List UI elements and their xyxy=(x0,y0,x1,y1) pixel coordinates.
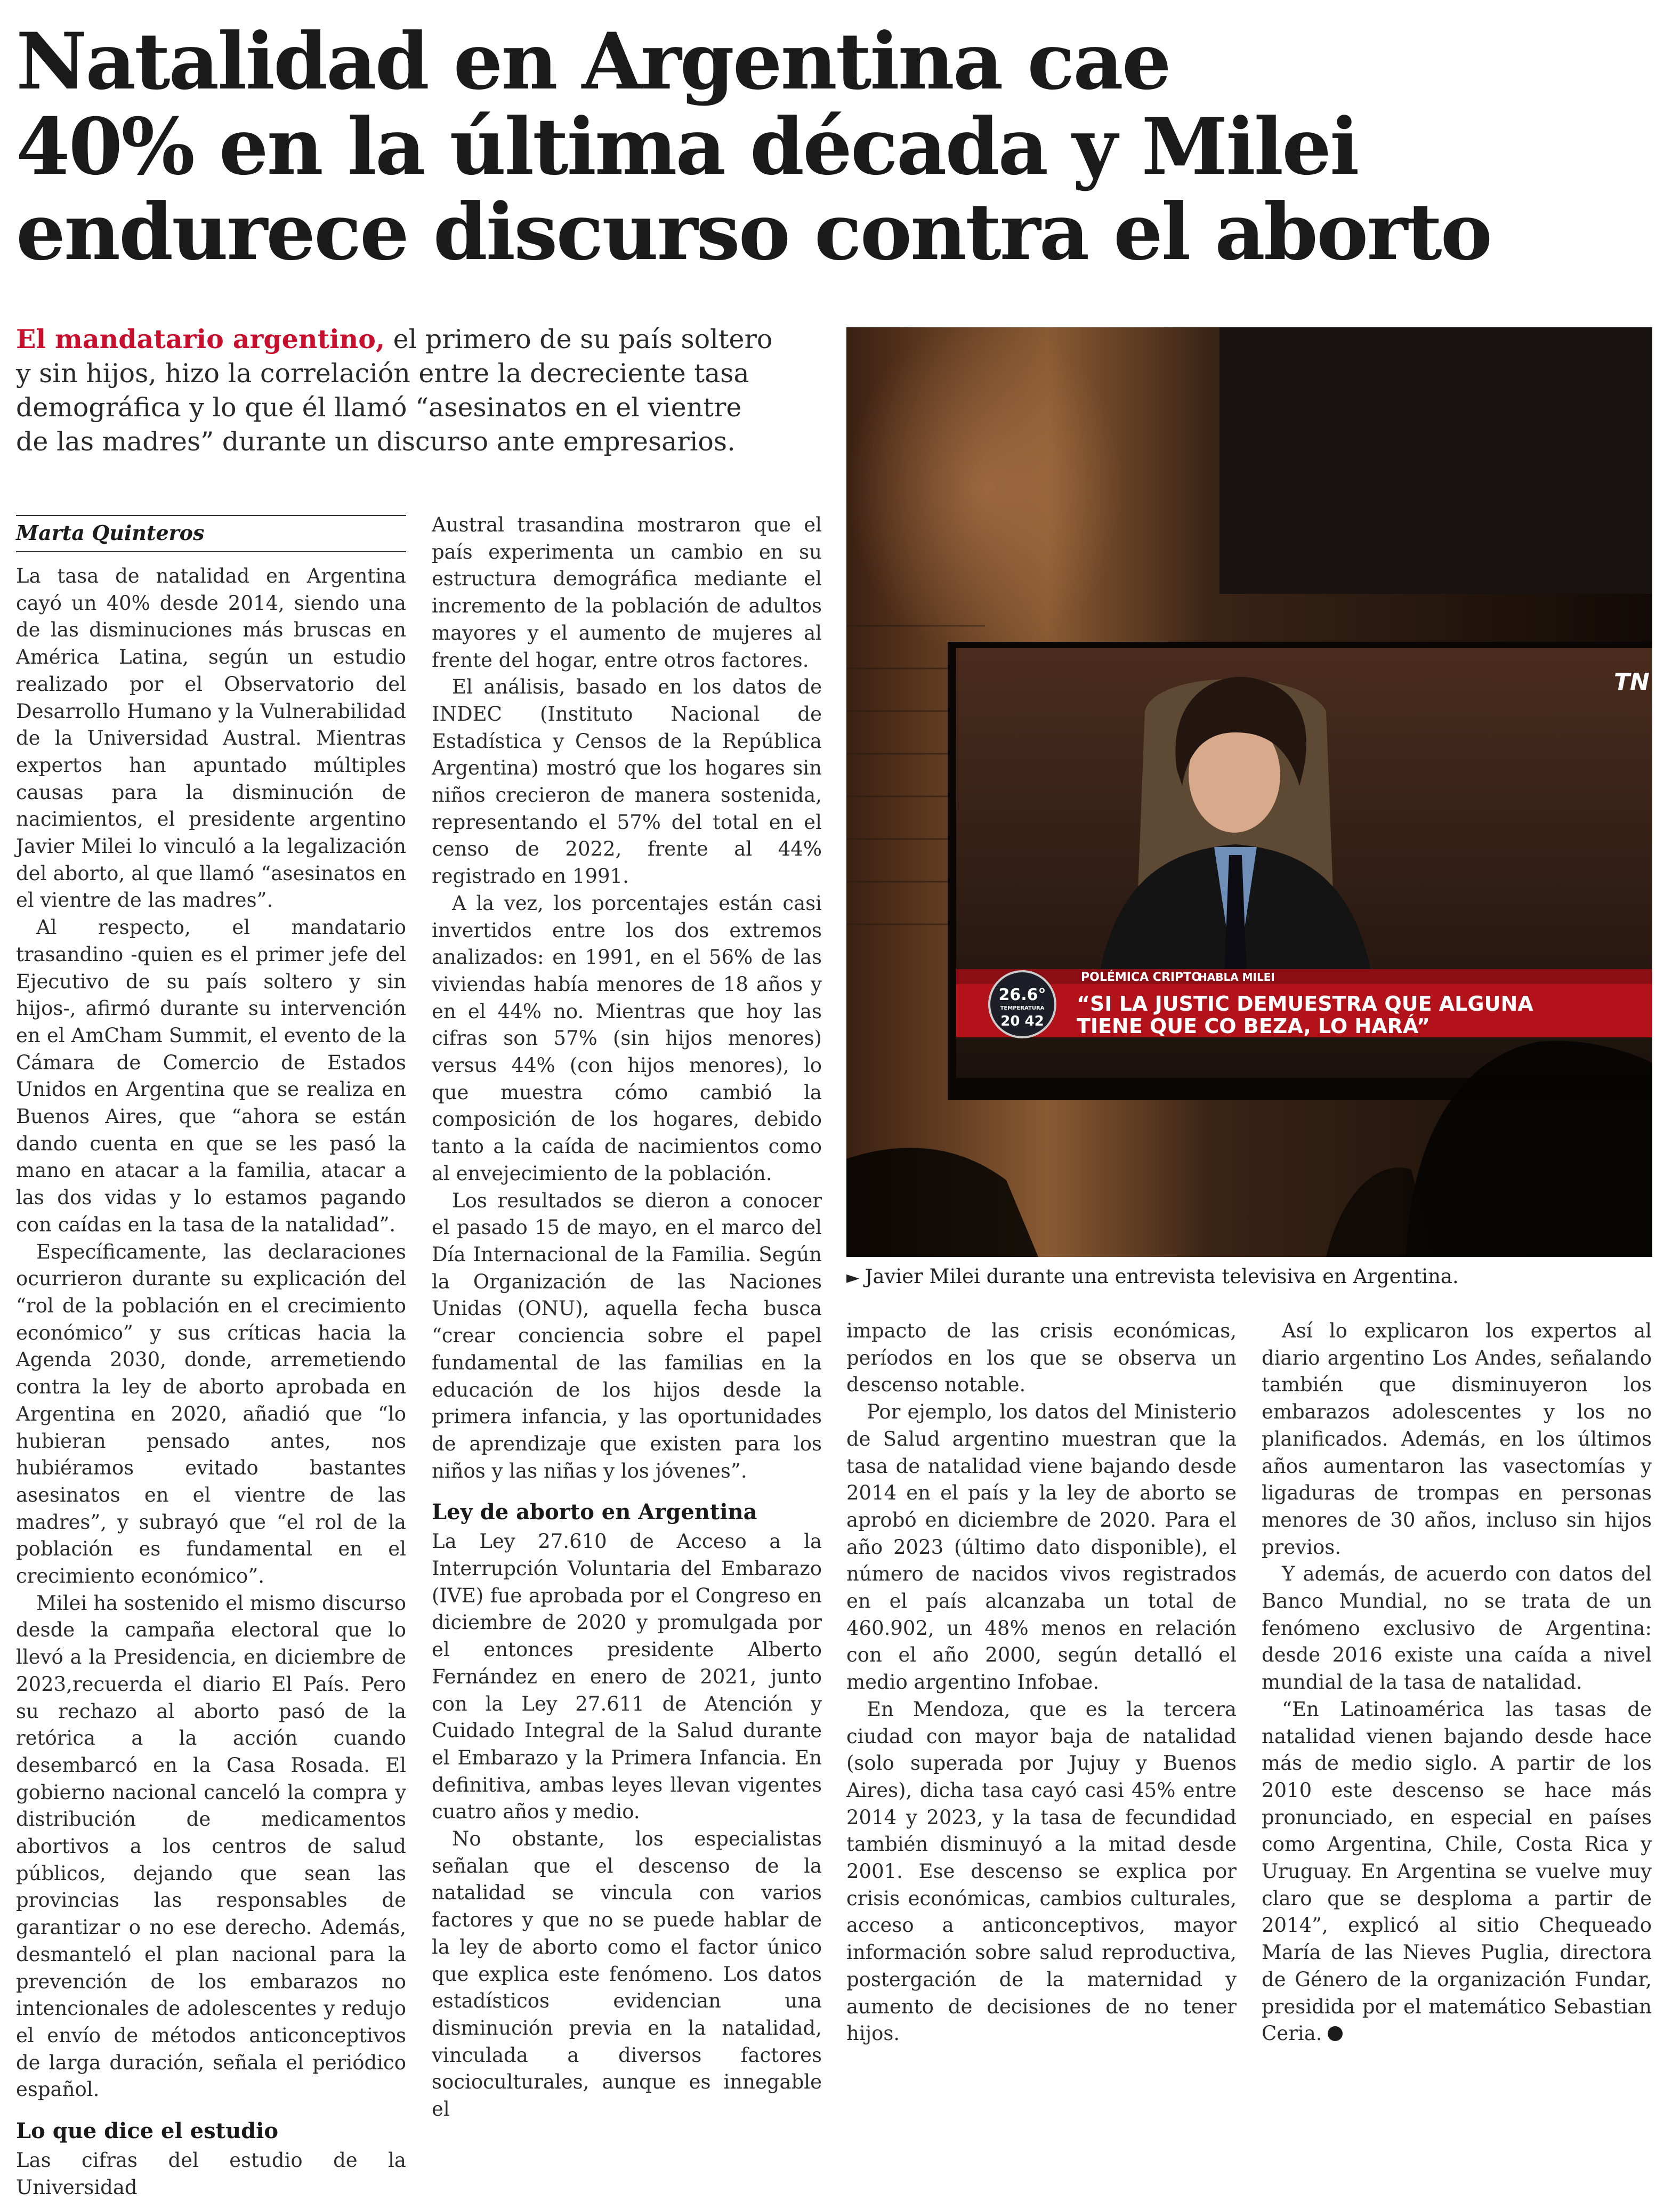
lead-paragraph xyxy=(16,322,773,459)
paragraph xyxy=(1262,1696,1652,2047)
paragraph: Específicamente, las declaraciones ocurrieron durante su explicación del “rol de la población en el crecimiento económico” y sus críticas hacia la Agenda 2030, donde, arremetiendo contra la ley de aborto aprobada en Argentina en 2020, añadió que “lo hubieran pensado antes, nos hubiéramos evitado bastantes asesinatos en el vientre de las madres”, y subrayó que “el rol de la población es fundamental en el crecimiento económico”. xyxy=(16,1240,406,1588)
byline: Marta Quinteros xyxy=(16,521,205,545)
tv-clock: 20 42 xyxy=(1000,1013,1044,1029)
tv-banner-line-1: “SI LA JUSTIC DEMUESTRA QUE ALGUNA xyxy=(1077,992,1533,1015)
lead-line-2: y sin hijos, hizo la correlación entre la decreciente tasa xyxy=(16,358,749,389)
tv-banner-line-2: TIENE QUE CO BEZA, LO HARÁ” xyxy=(1077,1014,1430,1038)
paragraph: A la vez, los porcentajes están casi invertidos entre los dos extremos analizados: en 1991, en el 56% de las viviendas había menores de 18 años y en el 44% no. Mientras que hoy las cifras son 57% (sin hijos menores) versus 44% (con hijos menores), lo que muestra cómo cambió la composición de los hogares, debido tanto a la caída de nacimientos como al envejecimiento de la población. xyxy=(432,891,822,1185)
byline-rule-bottom xyxy=(16,551,406,552)
tv-channel-logo: TN xyxy=(1614,668,1650,696)
photo-caption xyxy=(846,1263,1652,1291)
tv-interview-image xyxy=(846,327,1652,1257)
subheading-study: Lo que dice el estudio xyxy=(16,2118,278,2144)
article-column-2 xyxy=(432,512,822,2121)
paragraph: En Mendoza, que es la tercera ciudad con mayor baja de natalidad (solo superada por Jujuy y Buenos Aires), dicha tasa cayó casi 45% entre 2014 y 2023, y la tasa de fecundidad también disminuyó a la mitad desde 2001. Ese descenso se explica por crisis económicas, cambios culturales, acceso a anticonceptivos, mayor información sobre salud reproductiva, postergación de la maternidad y aumento de decisiones de no tener hijos. xyxy=(846,1697,1237,2045)
article-column-3 xyxy=(846,1318,1237,2045)
final-paragraph-text: “En Latinoamérica las tasas de natalidad vienen bajando desde hace más de medio siglo. A partir de los 2010 este descenso se hace más pronunciado, en especial en países como Argentina, Chile, Costa Rica y Uruguay. En Argentina se vuelve muy claro que se desploma a partir de 2014”, explicó al sitio Chequeado María de las Nieves Puglia, directora de Género de la organización Fundar, presidida por el matemático Sebastian Ceria. xyxy=(1262,1697,1652,2045)
paragraph: No obstante, los especialistas señalan que el descenso de la natalidad se vincula con varios factores y que no se puede hablar de la ley de aborto como el factor único que explica este fenómeno. Los datos estadísticos evidencian una disminución previa en la natalidad, vinculada a diversos factores socioculturales, aunque es innegable el xyxy=(432,1827,822,2121)
end-of-article-icon xyxy=(1328,2026,1343,2041)
headline-line-1: Natalidad en Argentina cae xyxy=(16,16,1170,107)
lead-line-4: de las madres” durante un discurso ante empresarios. xyxy=(16,426,736,457)
paragraph: Los resultados se dieron a conocer el pasado 15 de mayo, en el marco del Día Internacional de la Familia. Según la Organización de las Naciones Unidas (ONU), aquella fecha busca “crear conciencia sobre el papel fundamental de las familias en la educación de los hijos desde la primera infancia, y las oportunidades de aprendizaje que existen para los niños y las niñas y los jóvenes”. xyxy=(432,1189,822,1482)
paragraph: Al respecto, el mandatario trasandino -quien es el primer jefe del Ejecutivo de su país soltero y sin hijos-, afirmó durante su intervención en el AmCham Summit, el evento de la Cámara de Comercio de Estados Unidos en Argentina que se realiza en Buenos Aires, que “ahora se están dando cuenta en que se les pasó la mano en atacar a la familia, atacar a las dos vidas y lo estamos pagando con caídas en la tasa de la natalidad”. xyxy=(16,916,406,1236)
headline-line-3: endurece discurso contra el aborto xyxy=(16,187,1491,278)
headline-line-2: 40% en la última década y Milei xyxy=(16,101,1358,192)
lead-line-1 xyxy=(16,322,773,357)
article-column-4 xyxy=(1262,1318,1652,2045)
caption-text: Javier Milei durante una entrevista televisiva en Argentina. xyxy=(865,1265,1459,1288)
tv-tag-1: POLÉMICA CRIPTO xyxy=(1081,971,1201,984)
lead-highlight: El mandatario argentino, xyxy=(16,324,385,354)
news-photo xyxy=(846,327,1652,1257)
paragraph: Milei ha sostenido el mismo discurso desde la campaña electoral que lo llevó a la Presidencia, en diciembre de 2023,recuerda el diario El País. Pero su rechazo al aborto pasó de la retórica a la acción cuando desembarcó en la Casa Rosada. El gobierno nacional canceló la compra y distribución de medicamentos abortivos a los centros de salud públicos, dejando que sean las provincias las responsables de garantizar o no ese derecho. Además, desmanteló el plan nacional para la prevención de los embarazos no intencionales de adolescentes y redujo el envío de métodos anticonceptivos de larga duración, señala el periódico español. xyxy=(16,1591,406,2101)
paragraph: La tasa de natalidad en Argentina cayó un 40% desde 2014, siendo una de las disminuciones más bruscas en América Latina, según un estudio realizado por el Observatorio del Desarrollo Humano y la Vulnerabilidad de la Universidad Austral. Mientras expertos han apuntado múltiples causas para la disminución de nacimientos, el presidente argentino Javier Milei lo vinculó a la legalización del aborto, al que llamó “asesinatos en el vientre de las madres”. xyxy=(16,565,406,912)
paragraph: Por ejemplo, los datos del Ministerio de Salud argentino muestran que la tasa de natalidad viene bajando desde 2014 en el país y la ley de aborto se aprobó en diciembre de 2020. Para el año 2023 (último dato disponible), el número de nacidos vivos registrados en el país alcanzaba un total de 460.902, un 48% menos en relación con el año 2000, según detalló el medio argentino Infobae. xyxy=(846,1400,1237,1694)
paragraph: Austral trasandina mostraron que el país experimenta un cambio en su estructura demográfica mediante el incremento de la población de adultos mayores y el aumento de mujeres al frente del hogar, entre otros factores. xyxy=(432,513,822,672)
subheading-abortion-law: Ley de aborto en Argentina xyxy=(432,1499,757,1525)
paragraph: Las cifras del estudio de la Universidad xyxy=(16,2149,406,2199)
byline-rule-top xyxy=(16,515,406,516)
lead-line-1-text: el primero de su país soltero xyxy=(385,324,773,354)
paragraph: impacto de las crisis económicas, períodos en los que se observa un descenso notable. xyxy=(846,1319,1237,1397)
paragraph: Y además, de acuerdo con datos del Banco Mundial, no se trata de un fenómeno exclusivo de Argentina: desde 2016 existe una caída a nivel mundial de la tasa de natalidad. xyxy=(1262,1562,1652,1694)
caption-triangle-icon: ► xyxy=(846,1267,860,1287)
tv-temperature: 26.6° xyxy=(998,986,1046,1004)
paragraph: La Ley 27.610 de Acceso a la Interrupción Voluntaria del Embarazo (IVE) fue aprobada por el Congreso en diciembre de 2020 y promulgada por el entonces presidente Alberto Fernández en enero de 2021, junto con la Ley 27.611 de Atención y Cuidado Integral de la Salud durante el Embarazo y la Primera Infancia. En definitiva, ambas leyes llevan vigentes cuatro años y medio. xyxy=(432,1530,822,1824)
lead-line-3: demográfica y lo que él llamó “asesinatos en el vientre xyxy=(16,392,742,423)
paragraph: El análisis, basado en los datos de INDEC (Instituto Nacional de Estadística y Censos de la República Argentina) mostró que los hogares sin niños crecieron de manera sostenida, representando el 57% del total en el censo de 2022, frente al 44% registrado en 1991. xyxy=(432,675,822,888)
article-column-1 xyxy=(16,563,406,2199)
paragraph: Así lo explicaron los expertos al diario argentino Los Andes, señalando también que disminuyeron los embarazos adolescentes y los no planificados. Además, en los últimos años aumentaron las vasectomías y ligaduras de trompas en personas menores de 30 años, incluso sin hijos previos. xyxy=(1262,1319,1652,1559)
tv-tag-2: HABLA MILEI xyxy=(1198,971,1275,983)
headline xyxy=(16,16,1491,278)
tv-temperature-label: TEMPERATURA xyxy=(1000,1005,1045,1011)
